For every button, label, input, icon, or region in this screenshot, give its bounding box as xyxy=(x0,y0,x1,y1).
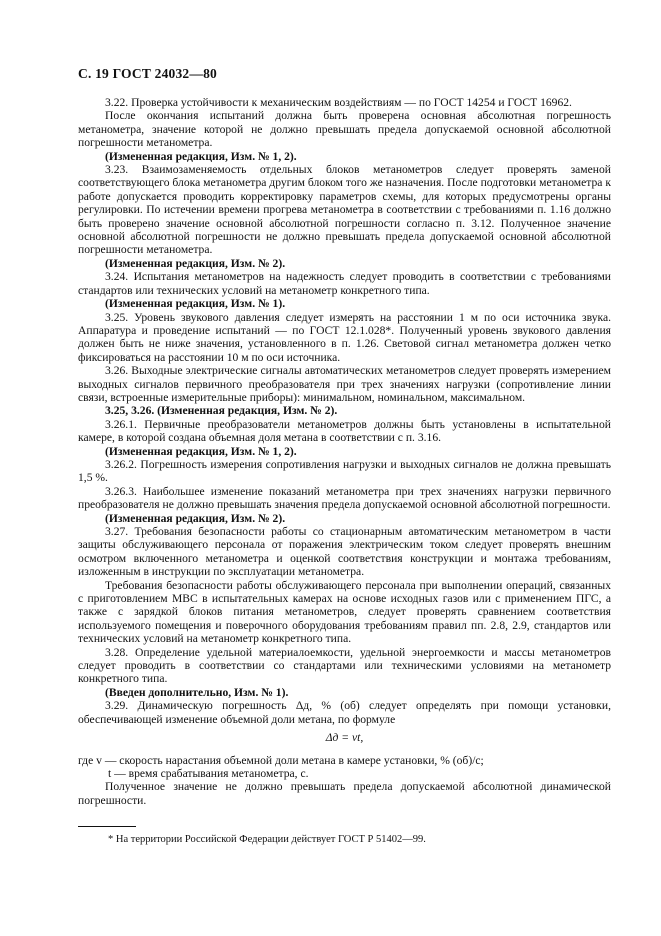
paragraph: 3.27. Требования безопасности работы со стационарным автоматическим метанометром в части защиты обслуживающего персонала от поражения электрическим током следует проверять внешним осмотром включенного метанометра и оценкой соответствия конструкции и монтажа требованиям, изложенным в инструкции по эксплуатации метанометра. xyxy=(78,525,611,579)
footnote: * На территории Российской Федерации действует ГОСТ Р 51402—99. xyxy=(108,834,426,845)
paragraph: Требования безопасности работы обслуживающего персонала при выполнении операций, связанных с приготовлением МВС в испытательных камерах на основе исходных газов или с применением ПГС, а также с зарядкой блоков питания метанометров, следует проверять сравнением соответствия используемого помещения и поверочного оборудования требованиям правил пп. 2.8, 2.9, стандартов или технических условий на метанометр конкретного типа. xyxy=(78,578,611,646)
paragraph: 3.25. Уровень звукового давления следует измерять на расстоянии 1 м по оси источника звука. Аппаратура и проведение испытаний — по ГОСТ 12.1.028*. Полученный уровень звукового давления должен быть не ниже значения, установленного в п. 1.26. Световой сигнал метанометра должен четко фиксироваться на расстоянии 10 м по оси источника. xyxy=(78,310,611,364)
paragraph: 3.24. Испытания метанометров на надежность следует проводить в соответствии с требованиями стандартов или технических условий на метанометр конкретного типа. xyxy=(78,270,611,297)
formula-definition: t — время срабатывания метанометра, с. xyxy=(108,766,309,780)
document-body xyxy=(78,96,611,807)
paragraph: 3.22. Проверка устойчивости к механическим воздействиям — по ГОСТ 14254 и ГОСТ 16962. xyxy=(105,96,572,109)
amendment-note: (Введен дополнительно, Изм. № 1). xyxy=(105,685,289,699)
paragraph: Полученное значение не должно превышать предела допускаемой абсолютной динамической погрешности. xyxy=(78,780,611,807)
paragraph: После окончания испытаний должна быть проверена основная абсолютная погрешность метанометра, значение которой не должно превышать предела допускаемой основной абсолютной погрешности метанометра. xyxy=(78,109,611,150)
paragraph: 3.28. Определение удельной материалоемкости, удельной энергоемкости и массы метанометров следует проводить в соответствии со стандартами или техническими условиями на метанометр конкретного типа. xyxy=(78,645,611,686)
amendment-note: (Измененная редакция, Изм. № 1). xyxy=(105,297,286,311)
paragraph: 3.26.1. Первичные преобразователи метанометров должны быть установлены в испытательной камере, в которой создана объемная доля метана в соответствии с п. 3.16. xyxy=(78,417,611,445)
paragraph: 3.26.3. Наибольшее изменение показаний метанометра при трех значениях нагрузки первичного преобразователя не должно превышать значения предела допускаемой основной абсолютной погрешности. xyxy=(78,484,611,512)
amendment-note: 3.25, 3.26. (Измененная редакция, Изм. № 2). xyxy=(105,404,338,418)
formula: Δд = vt, xyxy=(325,731,364,745)
amendment-note: (Измененная редакция, Изм. № 2). xyxy=(105,256,286,270)
amendment-note: (Измененная редакция, Изм. № 1, 2). xyxy=(105,444,297,458)
formula-definition: где v — скорость нарастания объемной доли метана в камере установки, % (об)/с; xyxy=(78,753,484,767)
page-header: С. 19 ГОСТ 24032—80 xyxy=(78,66,217,81)
paragraph: 3.26.2. Погрешность измерения сопротивления нагрузки и выходных сигналов не должна превышать 1,5 %. xyxy=(78,457,611,485)
footnote-divider xyxy=(78,826,136,827)
paragraph: 3.29. Динамическую погрешность Δд, % (об) следует определять при помощи установки, обеспечивающей изменение объемной доли метана, по формуле xyxy=(78,699,611,726)
amendment-note: (Измененная редакция, Изм. № 2). xyxy=(105,511,286,525)
amendment-note: (Измененная редакция, Изм. № 1, 2). xyxy=(105,149,297,163)
paragraph: 3.26. Выходные электрические сигналы автоматических метанометров следует проверять измерением выходных сигналов первичного преобразователя при трех значениях нагрузки (сопротивление линии связи, встроенные измерительные приборы): минимальном, номинальном, максимальном. xyxy=(78,364,611,404)
paragraph: 3.23. Взаимозаменяемость отдельных блоков метанометров следует проверять заменой соответствующего блока метанометра другим блоком того же назначения. После подготовки метанометра к работе допускается проводить корректировку параметров схемы, для которых предусмотрены органы регулировки. По истечении времени прогрева метанометра в соответствии с требованиями п. 1.16 должно быть проверено значение основной абсолютной погрешности согласно п. 3.12. Полученное значение основной абсолютной погрешности не должно превышать предела допускаемой основной абсолютной погрешности метанометра. xyxy=(78,163,611,257)
